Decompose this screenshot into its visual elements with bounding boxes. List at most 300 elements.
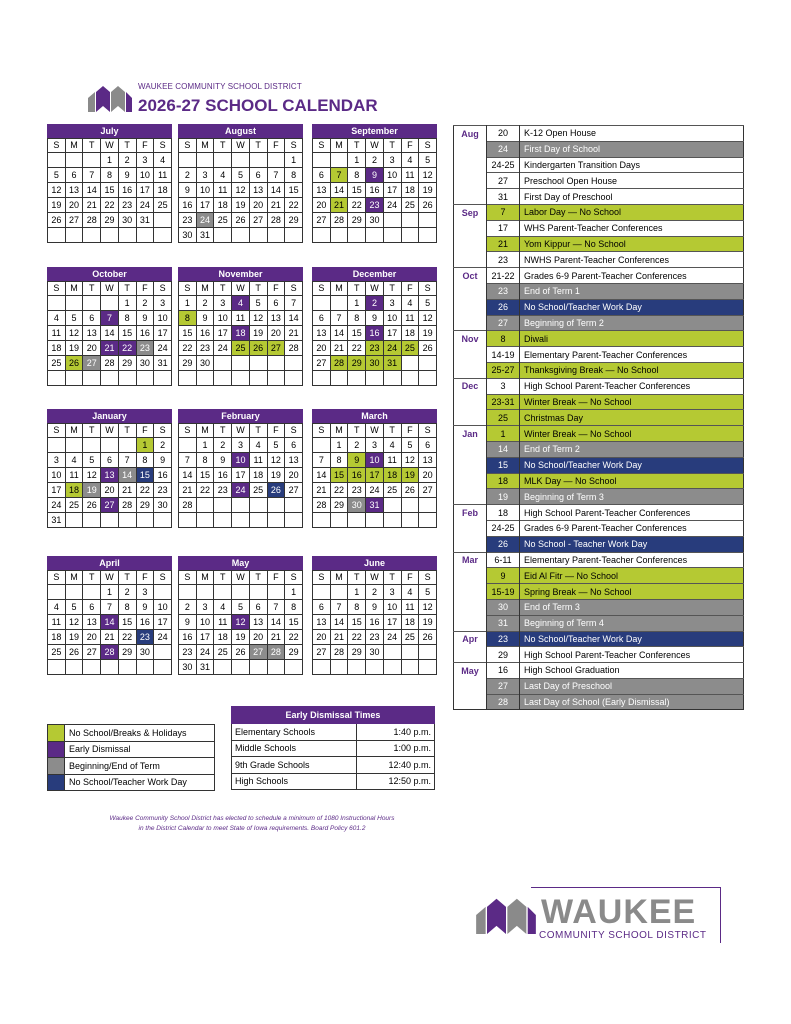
day-cell: 1: [330, 438, 348, 453]
weekday-header: S: [313, 139, 331, 153]
day-cell: 16: [179, 198, 197, 213]
day-cell: 9: [179, 615, 197, 630]
day-cell: 30: [196, 356, 214, 371]
day-cell: 22: [348, 630, 366, 645]
weekday-header: T: [83, 571, 101, 585]
day-cell: 17: [196, 198, 214, 213]
event-row: [454, 189, 744, 205]
event-date: 15-19: [487, 584, 520, 600]
day-cell: 24: [196, 213, 214, 228]
day-cell: 25: [154, 198, 172, 213]
day-cell: 26: [419, 198, 437, 213]
day-cell: 12: [249, 311, 267, 326]
day-cell: 24: [196, 645, 214, 660]
event-row: [454, 378, 744, 394]
event-description: MLK Day — No School: [520, 473, 744, 489]
event-date: 6-11: [487, 552, 520, 568]
day-cell: 5: [232, 168, 250, 183]
event-date: 24-25: [487, 520, 520, 536]
weekday-header: T: [249, 424, 267, 438]
day-cell: 2: [118, 153, 136, 168]
event-month: [454, 441, 487, 457]
day-cell: 3: [154, 296, 172, 311]
event-date: 27: [487, 315, 520, 331]
day-cell: 11: [214, 183, 232, 198]
event-date: 31: [487, 189, 520, 205]
weekday-header: W: [101, 282, 119, 296]
day-cell: 21: [118, 483, 136, 498]
day-cell: 27: [101, 498, 119, 513]
event-description: Beginning of Term 2: [520, 315, 744, 331]
day-cell: 26: [249, 341, 267, 356]
month-name: October: [47, 267, 172, 281]
day-cell: 26: [419, 341, 437, 356]
empty-day-cell: [179, 585, 197, 600]
event-description: Last Day of Preschool: [520, 678, 744, 694]
weekday-header: S: [154, 571, 172, 585]
day-cell: 22: [196, 483, 214, 498]
dismissal-level: Middle Schools: [232, 740, 357, 757]
day-cell: 28: [330, 213, 348, 228]
empty-day-cell: [232, 371, 250, 386]
weekday-header: T: [249, 571, 267, 585]
day-cell: 19: [232, 198, 250, 213]
empty-day-cell: [101, 228, 119, 243]
empty-day-cell: [118, 438, 136, 453]
event-month: [454, 536, 487, 552]
event-month: [454, 283, 487, 299]
day-cell: 3: [383, 153, 401, 168]
day-cell: 27: [313, 356, 331, 371]
weekday-header: F: [401, 571, 419, 585]
day-cell: 21: [101, 630, 119, 645]
event-month: Aug: [454, 126, 487, 142]
event-description: Spring Break — No School: [520, 584, 744, 600]
day-cell: 22: [285, 630, 303, 645]
empty-day-cell: [249, 371, 267, 386]
weekday-header: S: [179, 571, 197, 585]
day-cell: 13: [313, 326, 331, 341]
day-cell: 17: [154, 615, 172, 630]
weekday-header: F: [136, 139, 154, 153]
day-cell: 25: [249, 483, 267, 498]
empty-day-cell: [118, 660, 136, 675]
empty-day-cell: [419, 513, 437, 528]
day-cell: 29: [285, 645, 303, 660]
day-cell: 20: [101, 483, 119, 498]
day-cell: 10: [232, 453, 250, 468]
day-cell: 13: [83, 615, 101, 630]
day-cell: 26: [267, 483, 285, 498]
empty-day-cell: [196, 371, 214, 386]
weekday-header: W: [232, 571, 250, 585]
day-cell: 28: [83, 213, 101, 228]
day-cell: 12: [48, 183, 66, 198]
event-month: [454, 189, 487, 205]
event-row: [454, 647, 744, 663]
day-cell: 14: [285, 311, 303, 326]
day-cell: 8: [348, 600, 366, 615]
dismissal-row: [232, 757, 435, 774]
event-date: 28: [487, 694, 520, 710]
empty-day-cell: [330, 153, 348, 168]
event-month: [454, 457, 487, 473]
empty-day-cell: [267, 371, 285, 386]
day-cell: 30: [118, 213, 136, 228]
day-cell: 8: [118, 311, 136, 326]
month-may: [178, 556, 303, 675]
empty-day-cell: [267, 228, 285, 243]
empty-day-cell: [419, 228, 437, 243]
event-date: 26: [487, 299, 520, 315]
day-cell: 10: [136, 168, 154, 183]
day-cell: 28: [101, 645, 119, 660]
day-cell: 15: [136, 468, 154, 483]
event-date: 20: [487, 126, 520, 142]
weekday-header: F: [136, 424, 154, 438]
day-cell: 27: [285, 483, 303, 498]
day-cell: 23: [366, 198, 384, 213]
month-february: [178, 409, 303, 528]
weekday-header: T: [383, 139, 401, 153]
day-cell: 7: [267, 600, 285, 615]
policy-note-line-2: in the District Calendar to meet State of Iowa requirements. Board Policy 601.2: [138, 825, 366, 832]
event-description: No School - Teacher Work Day: [520, 536, 744, 552]
empty-day-cell: [313, 153, 331, 168]
day-cell: 9: [179, 183, 197, 198]
day-cell: 16: [366, 615, 384, 630]
day-cell: 13: [65, 183, 83, 198]
day-cell: 3: [196, 600, 214, 615]
day-cell: 16: [366, 183, 384, 198]
day-cell: 24: [383, 341, 401, 356]
empty-day-cell: [214, 513, 232, 528]
day-cell: 5: [419, 585, 437, 600]
weekday-header: T: [383, 424, 401, 438]
weekday-header: F: [267, 571, 285, 585]
empty-day-cell: [383, 645, 401, 660]
weekday-header: S: [48, 282, 66, 296]
day-cell: 6: [313, 311, 331, 326]
weekday-header: W: [366, 139, 384, 153]
empty-day-cell: [419, 660, 437, 675]
day-cell: 19: [83, 483, 101, 498]
weekday-header: S: [154, 424, 172, 438]
day-cell: 18: [401, 326, 419, 341]
day-cell: 14: [101, 615, 119, 630]
day-cell: 10: [383, 168, 401, 183]
event-date: 7: [487, 204, 520, 220]
day-cell: 20: [83, 341, 101, 356]
day-cell: 26: [232, 645, 250, 660]
day-cell: 28: [267, 645, 285, 660]
event-month: [454, 394, 487, 410]
day-cell: 11: [401, 600, 419, 615]
day-cell: 15: [118, 326, 136, 341]
empty-day-cell: [313, 371, 331, 386]
day-cell: 9: [366, 168, 384, 183]
event-month: [454, 647, 487, 663]
empty-day-cell: [136, 513, 154, 528]
empty-day-cell: [249, 356, 267, 371]
event-row: [454, 220, 744, 236]
day-cell: 5: [83, 453, 101, 468]
empty-day-cell: [101, 371, 119, 386]
day-cell: 2: [179, 168, 197, 183]
event-date: 9: [487, 568, 520, 584]
empty-day-cell: [83, 585, 101, 600]
dismissal-row: [232, 740, 435, 757]
event-month: [454, 347, 487, 363]
empty-day-cell: [330, 660, 348, 675]
day-cell: 23: [136, 630, 154, 645]
day-cell: 11: [249, 453, 267, 468]
day-cell: 28: [330, 356, 348, 371]
weekday-header: S: [179, 139, 197, 153]
day-cell: 15: [285, 615, 303, 630]
empty-day-cell: [214, 660, 232, 675]
event-month: Sep: [454, 204, 487, 220]
day-cell: 12: [232, 615, 250, 630]
weekday-header: S: [285, 571, 303, 585]
event-row: [454, 268, 744, 284]
footer-logo-icon: [475, 896, 537, 934]
day-cell: 1: [348, 296, 366, 311]
empty-day-cell: [366, 371, 384, 386]
day-cell: 19: [401, 468, 419, 483]
event-row: [454, 520, 744, 536]
month-name: February: [178, 409, 303, 423]
day-cell: 7: [313, 453, 331, 468]
event-date: 14: [487, 441, 520, 457]
day-cell: 15: [348, 326, 366, 341]
event-date: 8: [487, 331, 520, 347]
day-cell: 9: [348, 453, 366, 468]
empty-day-cell: [232, 498, 250, 513]
day-cell: 22: [118, 341, 136, 356]
dismissal-time: 12:40 p.m.: [357, 757, 435, 774]
day-cell: 15: [196, 468, 214, 483]
weekday-header: T: [214, 282, 232, 296]
day-cell: 24: [48, 498, 66, 513]
day-cell: 9: [366, 311, 384, 326]
legend-label: Beginning/End of Term: [65, 758, 215, 775]
day-cell: 15: [285, 183, 303, 198]
event-month: [454, 489, 487, 505]
event-row: [454, 204, 744, 220]
event-date: 31: [487, 615, 520, 631]
legend-row: [48, 741, 215, 758]
event-description: Elementary Parent-Teacher Conferences: [520, 552, 744, 568]
weekday-header: T: [214, 424, 232, 438]
day-cell: 14: [330, 615, 348, 630]
weekday-header: W: [101, 571, 119, 585]
day-cell: 31: [154, 356, 172, 371]
day-cell: 22: [118, 630, 136, 645]
day-cell: 7: [118, 453, 136, 468]
event-description: Beginning of Term 3: [520, 489, 744, 505]
day-cell: 4: [48, 600, 66, 615]
day-cell: 13: [267, 311, 285, 326]
empty-day-cell: [267, 153, 285, 168]
event-month: Feb: [454, 505, 487, 521]
empty-day-cell: [401, 645, 419, 660]
empty-day-cell: [196, 585, 214, 600]
weekday-header: M: [330, 571, 348, 585]
day-cell: 26: [419, 630, 437, 645]
day-cell: 11: [214, 615, 232, 630]
day-cell: 18: [401, 183, 419, 198]
day-cell: 6: [419, 438, 437, 453]
legend-swatch: [48, 758, 65, 775]
weekday-header: T: [118, 139, 136, 153]
weekday-header: M: [330, 282, 348, 296]
day-cell: 9: [366, 600, 384, 615]
day-cell: 19: [419, 615, 437, 630]
day-cell: 10: [196, 183, 214, 198]
day-cell: 28: [330, 645, 348, 660]
event-date: 24-25: [487, 157, 520, 173]
day-cell: 27: [249, 645, 267, 660]
day-cell: 18: [48, 630, 66, 645]
empty-day-cell: [285, 228, 303, 243]
empty-day-cell: [401, 356, 419, 371]
weekday-header: T: [348, 571, 366, 585]
day-cell: 30: [179, 660, 197, 675]
empty-day-cell: [48, 228, 66, 243]
event-month: [454, 410, 487, 426]
empty-day-cell: [232, 356, 250, 371]
day-cell: 30: [348, 498, 366, 513]
day-cell: 25: [214, 645, 232, 660]
footer-subtitle: COMMUNITY SCHOOL DISTRICT: [539, 930, 707, 941]
event-description: Christmas Day: [520, 410, 744, 426]
day-cell: 30: [179, 228, 197, 243]
month-name: September: [312, 124, 437, 138]
month-march: [312, 409, 437, 528]
empty-day-cell: [285, 371, 303, 386]
day-cell: 16: [118, 183, 136, 198]
legend-label: Early Dismissal: [65, 741, 215, 758]
day-cell: 9: [214, 453, 232, 468]
weekday-header: S: [419, 139, 437, 153]
day-cell: 6: [267, 296, 285, 311]
empty-day-cell: [154, 371, 172, 386]
day-cell: 24: [154, 341, 172, 356]
day-cell: 17: [383, 615, 401, 630]
day-cell: 10: [196, 615, 214, 630]
empty-day-cell: [232, 660, 250, 675]
dismissal-time: 1:40 p.m.: [357, 724, 435, 741]
day-cell: 3: [196, 168, 214, 183]
day-cell: 8: [179, 311, 197, 326]
event-month: [454, 584, 487, 600]
empty-day-cell: [249, 153, 267, 168]
day-cell: 24: [214, 341, 232, 356]
day-cell: 12: [419, 600, 437, 615]
day-cell: 24: [232, 483, 250, 498]
day-cell: 5: [419, 296, 437, 311]
day-cell: 5: [419, 153, 437, 168]
day-cell: 13: [101, 468, 119, 483]
month-april: [47, 556, 172, 675]
day-cell: 14: [267, 183, 285, 198]
month-name: May: [178, 556, 303, 570]
day-cell: 6: [313, 600, 331, 615]
event-description: High School Parent-Teacher Conferences: [520, 647, 744, 663]
event-description: Kindergarten Transition Days: [520, 157, 744, 173]
event-description: End of Term 2: [520, 441, 744, 457]
empty-day-cell: [48, 585, 66, 600]
day-cell: 30: [136, 645, 154, 660]
empty-day-cell: [136, 660, 154, 675]
event-description: Elementary Parent-Teacher Conferences: [520, 347, 744, 363]
day-cell: 1: [285, 153, 303, 168]
day-cell: 1: [348, 585, 366, 600]
day-cell: 14: [313, 468, 331, 483]
day-cell: 1: [136, 438, 154, 453]
empty-day-cell: [136, 228, 154, 243]
dismissal-row: [232, 773, 435, 790]
empty-day-cell: [101, 296, 119, 311]
day-cell: 1: [179, 296, 197, 311]
day-cell: 10: [154, 311, 172, 326]
empty-day-cell: [65, 153, 83, 168]
weekday-header: S: [48, 424, 66, 438]
day-cell: 22: [348, 198, 366, 213]
day-cell: 19: [48, 198, 66, 213]
day-cell: 13: [249, 615, 267, 630]
day-cell: 8: [330, 453, 348, 468]
day-cell: 12: [401, 453, 419, 468]
day-cell: 18: [232, 326, 250, 341]
event-month: Apr: [454, 631, 487, 647]
empty-day-cell: [179, 438, 197, 453]
day-cell: 29: [330, 498, 348, 513]
day-cell: 29: [136, 498, 154, 513]
empty-day-cell: [330, 371, 348, 386]
weekday-header: W: [101, 424, 119, 438]
empty-day-cell: [179, 513, 197, 528]
day-cell: 28: [285, 341, 303, 356]
day-cell: 22: [136, 483, 154, 498]
event-description: Thanksgiving Break — No School: [520, 362, 744, 378]
event-row: [454, 283, 744, 299]
event-description: K-12 Open House: [520, 126, 744, 142]
day-cell: 28: [101, 356, 119, 371]
day-cell: 28: [313, 498, 331, 513]
weekday-header: F: [401, 282, 419, 296]
empty-day-cell: [65, 228, 83, 243]
day-cell: 12: [83, 468, 101, 483]
district-name: WAUKEE COMMUNITY SCHOOL DISTRICT: [138, 82, 302, 91]
day-cell: 1: [101, 585, 119, 600]
district-logo-icon: [88, 84, 132, 112]
day-cell: 23: [214, 483, 232, 498]
legend-label: No School/Teacher Work Day: [65, 774, 215, 791]
day-cell: 30: [154, 498, 172, 513]
event-description: Grades 6-9 Parent-Teacher Conferences: [520, 520, 744, 536]
day-cell: 21: [267, 630, 285, 645]
event-description: First Day of Preschool: [520, 189, 744, 205]
empty-day-cell: [249, 513, 267, 528]
empty-day-cell: [419, 498, 437, 513]
event-month: [454, 520, 487, 536]
day-cell: 16: [196, 326, 214, 341]
day-cell: 12: [419, 311, 437, 326]
empty-day-cell: [83, 371, 101, 386]
day-cell: 22: [348, 341, 366, 356]
